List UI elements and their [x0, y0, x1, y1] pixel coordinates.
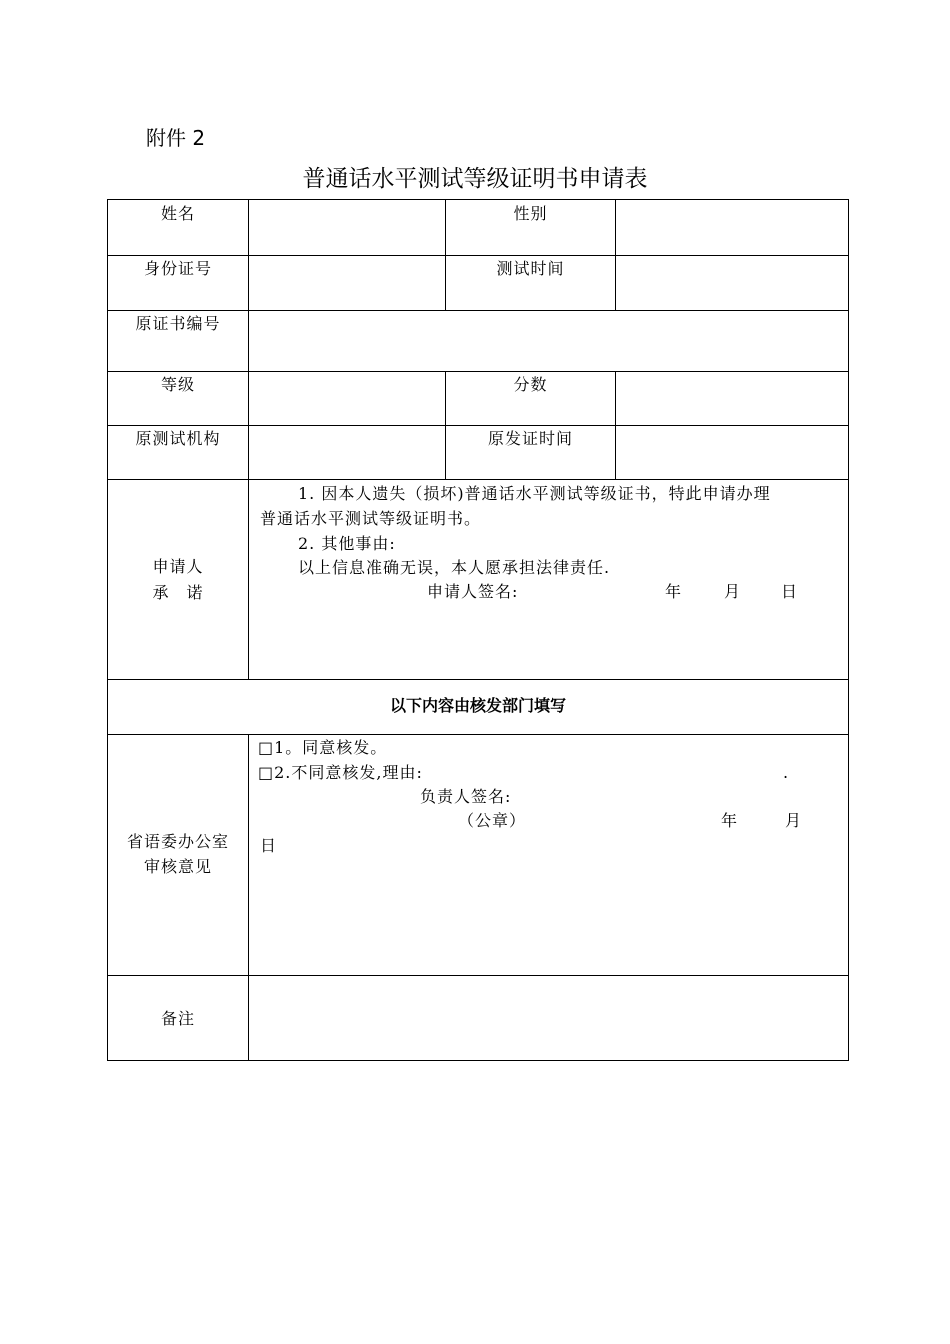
- applicant-signature-field[interactable]: [528, 580, 658, 604]
- day-label: 日: [781, 582, 799, 601]
- certificate-number-field[interactable]: [249, 311, 848, 371]
- commitment-line-3: 2. 其他事由:: [298, 534, 396, 553]
- review-day-label: 日: [260, 836, 278, 855]
- original-issue-time-field[interactable]: [616, 426, 848, 479]
- row-divider: [108, 479, 848, 480]
- id-number-label: 身份证号: [143, 259, 212, 278]
- score-field[interactable]: [616, 372, 848, 425]
- row-divider: [108, 679, 848, 680]
- gender-field[interactable]: [616, 200, 848, 255]
- commitment-label: 承 诺: [152, 583, 204, 602]
- review-opinion-label: 审核意见: [143, 857, 212, 876]
- leader-signature-label: 负责人签名:: [420, 787, 512, 806]
- id-number-field[interactable]: [249, 256, 445, 310]
- attachment-label: 附件 2: [146, 126, 206, 150]
- review-office-label: 省语委办公室: [126, 832, 229, 851]
- remarks-field[interactable]: [249, 976, 848, 1060]
- row-divider: [108, 734, 848, 735]
- name-field[interactable]: [249, 200, 445, 255]
- name-label: 姓名: [160, 204, 195, 223]
- reason-end-mark: .: [783, 763, 790, 782]
- commitment-line-2: 普通话水平测试等级证明书。: [260, 509, 482, 528]
- level-field[interactable]: [249, 372, 445, 425]
- official-seal-label: （公章）: [458, 811, 527, 830]
- level-label: 等级: [160, 375, 195, 394]
- commitment-line-1: 1. 因本人遗失（损坏)普通话水平测试等级证书，特此申请办理: [298, 484, 771, 503]
- review-month-label: 月: [785, 811, 803, 830]
- month-label: 月: [724, 582, 742, 601]
- original-test-org-field[interactable]: [249, 426, 445, 479]
- original-test-org-label: 原测试机构: [135, 429, 221, 448]
- remarks-label: 备注: [160, 1009, 195, 1028]
- commitment-line-4: 以上信息准确无误，本人愿承担法律责任.: [298, 558, 611, 577]
- application-form-table: [107, 199, 849, 1061]
- applicant-signature-label: 申请人签名:: [427, 582, 519, 601]
- year-label: 年: [665, 582, 683, 601]
- score-label: 分数: [513, 375, 548, 394]
- certificate-number-label: 原证书编号: [135, 314, 221, 333]
- review-year-label: 年: [721, 811, 739, 830]
- applicant-label: 申请人: [152, 557, 204, 576]
- option-approve[interactable]: □1。同意核发。: [258, 738, 388, 757]
- test-time-label: 测试时间: [496, 259, 565, 278]
- gender-label: 性别: [513, 204, 548, 223]
- option-reject[interactable]: □2.不同意核发,理由:: [258, 763, 423, 782]
- test-time-field[interactable]: [616, 256, 848, 310]
- form-title: 普通话水平测试等级证明书申请表: [302, 166, 648, 192]
- original-issue-time-label: 原发证时间: [487, 429, 573, 448]
- section-header: 以下内容由核发部门填写: [389, 696, 566, 715]
